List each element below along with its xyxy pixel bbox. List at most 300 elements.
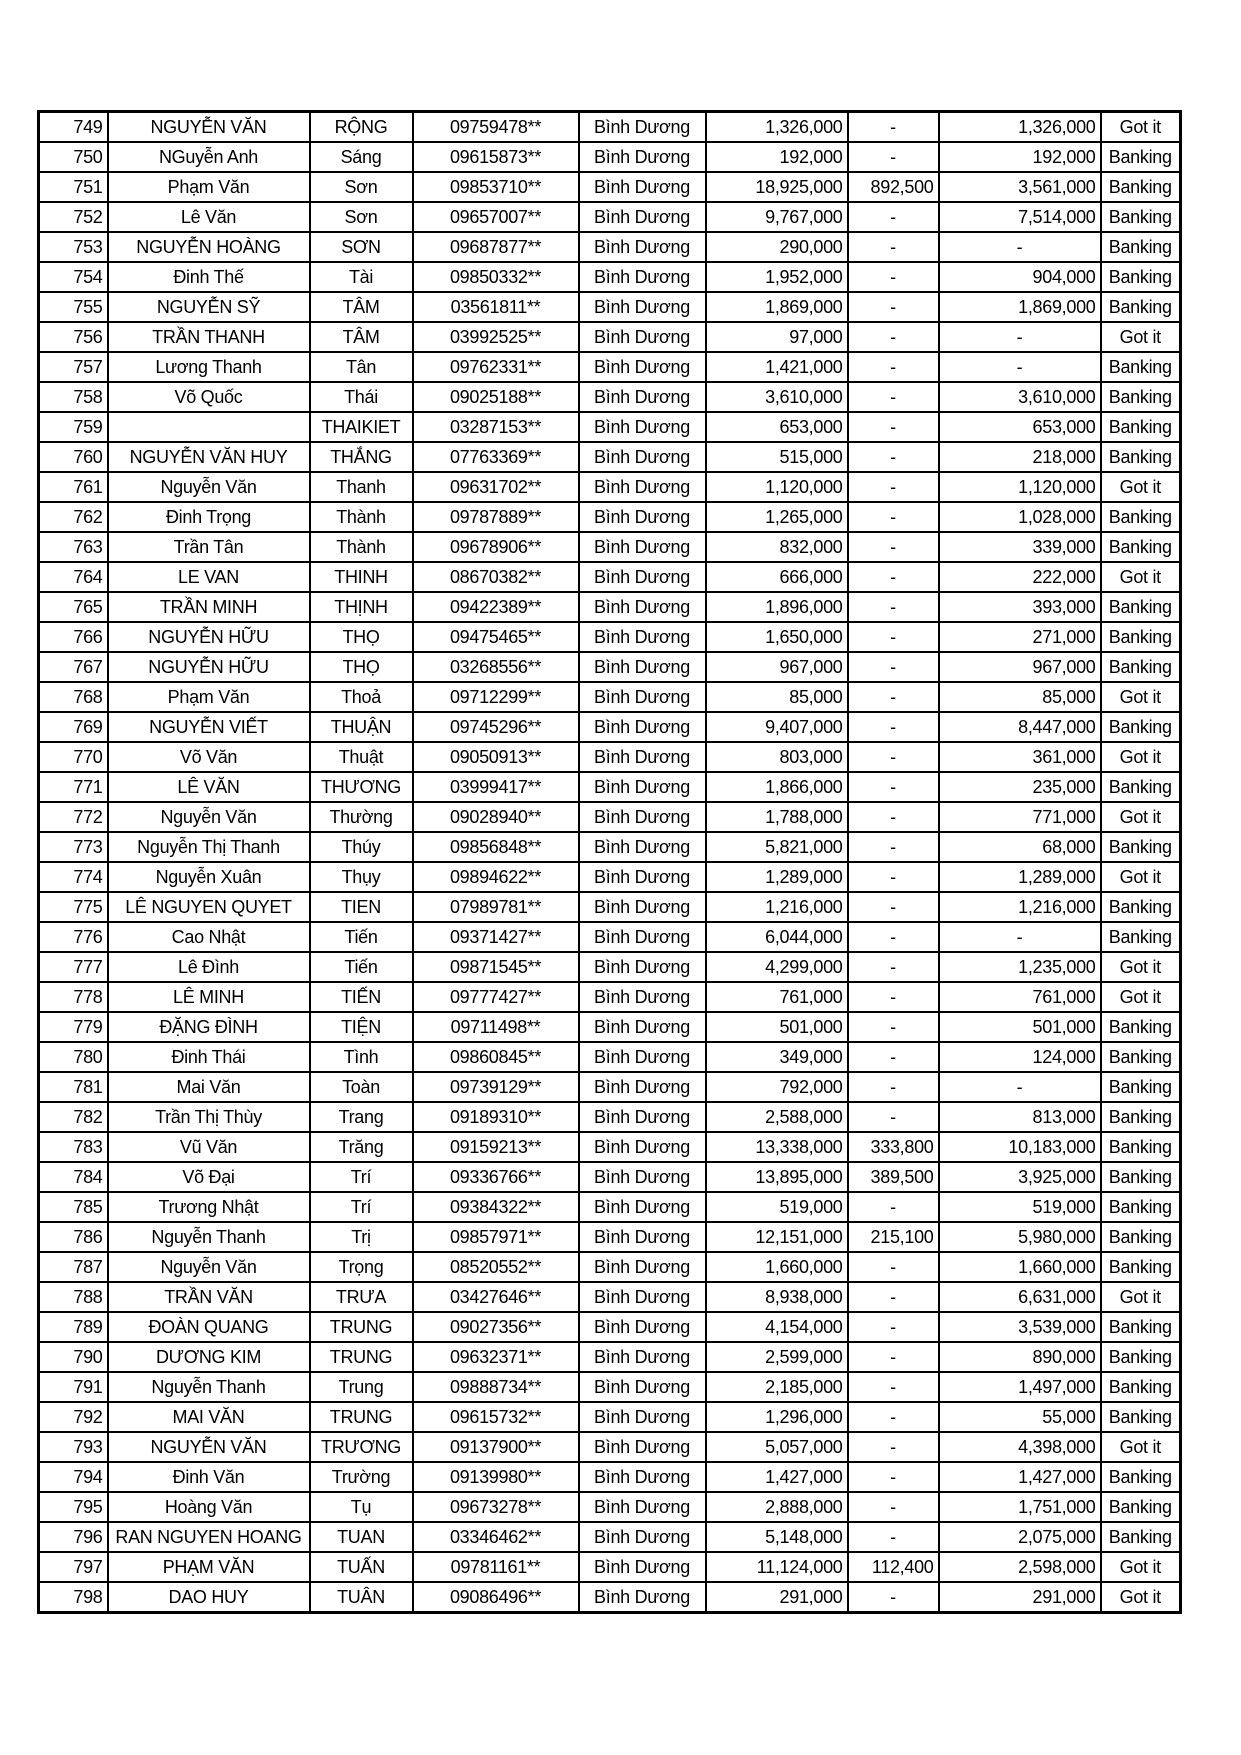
cell-first_name: NGUYỄN VĂN HUY bbox=[108, 442, 310, 472]
cell-last_name: THINH bbox=[310, 562, 413, 592]
cell-amount_fee: - bbox=[848, 382, 939, 412]
cell-status: Banking bbox=[1101, 592, 1181, 622]
cell-phone: 09137900** bbox=[413, 1432, 579, 1462]
cell-phone: 09086496** bbox=[413, 1582, 579, 1613]
cell-province: Bình Dương bbox=[579, 1372, 706, 1402]
cell-amount_net: 339,000 bbox=[939, 532, 1101, 562]
cell-amount_fee: - bbox=[848, 802, 939, 832]
table-row bbox=[39, 502, 1181, 532]
cell-amount_net: 813,000 bbox=[939, 1102, 1101, 1132]
cell-amount_net: 1,216,000 bbox=[939, 892, 1101, 922]
cell-last_name: Thái bbox=[310, 382, 413, 412]
cell-amount_fee: - bbox=[848, 1462, 939, 1492]
cell-phone: 09687877** bbox=[413, 232, 579, 262]
cell-last_name: TUẤN bbox=[310, 1552, 413, 1582]
cell-amount_net: 55,000 bbox=[939, 1402, 1101, 1432]
table-row bbox=[39, 352, 1181, 382]
cell-first_name: Cao Nhật bbox=[108, 922, 310, 952]
cell-province: Bình Dương bbox=[579, 472, 706, 502]
cell-amount_gross: 9,767,000 bbox=[706, 202, 848, 232]
cell-phone: 03268556** bbox=[413, 652, 579, 682]
cell-amount_gross: 2,599,000 bbox=[706, 1342, 848, 1372]
cell-province: Bình Dương bbox=[579, 1162, 706, 1192]
cell-amount_fee: - bbox=[848, 1402, 939, 1432]
cell-amount_net: 271,000 bbox=[939, 622, 1101, 652]
cell-no: 753 bbox=[39, 232, 108, 262]
table-row bbox=[39, 292, 1181, 322]
cell-province: Bình Dương bbox=[579, 592, 706, 622]
cell-amount_fee: - bbox=[848, 592, 939, 622]
cell-last_name: Tụ bbox=[310, 1492, 413, 1522]
cell-amount_fee: - bbox=[848, 142, 939, 172]
table-row bbox=[39, 232, 1181, 262]
cell-province: Bình Dương bbox=[579, 502, 706, 532]
cell-last_name: THỌ bbox=[310, 652, 413, 682]
cell-first_name: Trần Thị Thùy bbox=[108, 1102, 310, 1132]
cell-amount_gross: 501,000 bbox=[706, 1012, 848, 1042]
cell-first_name: TRẦN MINH bbox=[108, 592, 310, 622]
cell-amount_net: 1,497,000 bbox=[939, 1372, 1101, 1402]
cell-amount_fee: 215,100 bbox=[848, 1222, 939, 1252]
cell-amount_net: - bbox=[939, 922, 1101, 952]
cell-amount_net: 361,000 bbox=[939, 742, 1101, 772]
cell-amount_gross: 6,044,000 bbox=[706, 922, 848, 952]
table-row bbox=[39, 1162, 1181, 1192]
cell-province: Bình Dương bbox=[579, 1492, 706, 1522]
table-row bbox=[39, 652, 1181, 682]
cell-amount_net: 235,000 bbox=[939, 772, 1101, 802]
cell-last_name: TIẾN bbox=[310, 982, 413, 1012]
table-row bbox=[39, 1402, 1181, 1432]
cell-first_name: Nguyễn Xuân bbox=[108, 862, 310, 892]
cell-status: Got it bbox=[1101, 1582, 1181, 1613]
cell-amount_net: 1,028,000 bbox=[939, 502, 1101, 532]
cell-first_name: TRẦN VĂN bbox=[108, 1282, 310, 1312]
cell-amount_fee: - bbox=[848, 832, 939, 862]
cell-last_name: Trang bbox=[310, 1102, 413, 1132]
cell-province: Bình Dương bbox=[579, 682, 706, 712]
cell-first_name: Lê Đình bbox=[108, 952, 310, 982]
cell-last_name: Thụy bbox=[310, 862, 413, 892]
cell-first_name: Lương Thanh bbox=[108, 352, 310, 382]
cell-amount_net: 2,598,000 bbox=[939, 1552, 1101, 1582]
cell-first_name: Phạm Văn bbox=[108, 682, 310, 712]
cell-amount_gross: 4,299,000 bbox=[706, 952, 848, 982]
cell-last_name: Trị bbox=[310, 1222, 413, 1252]
cell-amount_net: - bbox=[939, 232, 1101, 262]
table-row bbox=[39, 1312, 1181, 1342]
cell-phone: 09050913** bbox=[413, 742, 579, 772]
cell-first_name: Đinh Trọng bbox=[108, 502, 310, 532]
cell-first_name: Trần Tân bbox=[108, 532, 310, 562]
cell-status: Banking bbox=[1101, 1372, 1181, 1402]
cell-amount_gross: 12,151,000 bbox=[706, 1222, 848, 1252]
cell-amount_net: 771,000 bbox=[939, 802, 1101, 832]
cell-phone: 09745296** bbox=[413, 712, 579, 742]
cell-province: Bình Dương bbox=[579, 1012, 706, 1042]
table-row bbox=[39, 442, 1181, 472]
cell-no: 771 bbox=[39, 772, 108, 802]
cell-status: Got it bbox=[1101, 952, 1181, 982]
cell-first_name: RAN NGUYEN HOANG bbox=[108, 1522, 310, 1552]
cell-province: Bình Dương bbox=[579, 412, 706, 442]
cell-no: 787 bbox=[39, 1252, 108, 1282]
cell-phone: 03992525** bbox=[413, 322, 579, 352]
cell-last_name: TIEN bbox=[310, 892, 413, 922]
cell-no: 794 bbox=[39, 1462, 108, 1492]
cell-status: Banking bbox=[1101, 772, 1181, 802]
cell-first_name: PHẠM VĂN bbox=[108, 1552, 310, 1582]
cell-status: Banking bbox=[1101, 412, 1181, 442]
cell-amount_net: 890,000 bbox=[939, 1342, 1101, 1372]
cell-amount_net: 5,980,000 bbox=[939, 1222, 1101, 1252]
cell-last_name: TIỆN bbox=[310, 1012, 413, 1042]
table-row bbox=[39, 562, 1181, 592]
cell-first_name: Phạm Văn bbox=[108, 172, 310, 202]
cell-province: Bình Dương bbox=[579, 652, 706, 682]
cell-no: 785 bbox=[39, 1192, 108, 1222]
cell-province: Bình Dương bbox=[579, 1552, 706, 1582]
table-row bbox=[39, 1282, 1181, 1312]
cell-status: Banking bbox=[1101, 1102, 1181, 1132]
cell-status: Banking bbox=[1101, 1252, 1181, 1282]
cell-status: Banking bbox=[1101, 292, 1181, 322]
cell-amount_net: 501,000 bbox=[939, 1012, 1101, 1042]
cell-first_name: Đinh Thế bbox=[108, 262, 310, 292]
cell-last_name: THAIKIET bbox=[310, 412, 413, 442]
cell-first_name: DƯƠNG KIM bbox=[108, 1342, 310, 1372]
cell-amount_net: 2,075,000 bbox=[939, 1522, 1101, 1552]
cell-phone: 03427646** bbox=[413, 1282, 579, 1312]
cell-province: Bình Dương bbox=[579, 262, 706, 292]
cell-province: Bình Dương bbox=[579, 1282, 706, 1312]
cell-province: Bình Dương bbox=[579, 1192, 706, 1222]
cell-amount_gross: 967,000 bbox=[706, 652, 848, 682]
cell-last_name: Trăng bbox=[310, 1132, 413, 1162]
cell-province: Bình Dương bbox=[579, 1432, 706, 1462]
cell-no: 754 bbox=[39, 262, 108, 292]
cell-province: Bình Dương bbox=[579, 1222, 706, 1252]
table-row bbox=[39, 1072, 1181, 1102]
cell-status: Banking bbox=[1101, 262, 1181, 292]
cell-phone: 09762331** bbox=[413, 352, 579, 382]
cell-last_name: TÂM bbox=[310, 292, 413, 322]
cell-amount_gross: 1,866,000 bbox=[706, 772, 848, 802]
table-row bbox=[39, 952, 1181, 982]
cell-province: Bình Dương bbox=[579, 1132, 706, 1162]
table-row bbox=[39, 922, 1181, 952]
cell-amount_fee: - bbox=[848, 1012, 939, 1042]
cell-no: 774 bbox=[39, 862, 108, 892]
cell-no: 765 bbox=[39, 592, 108, 622]
cell-no: 750 bbox=[39, 142, 108, 172]
cell-amount_gross: 11,124,000 bbox=[706, 1552, 848, 1582]
cell-province: Bình Dương bbox=[579, 862, 706, 892]
cell-amount_fee: - bbox=[848, 652, 939, 682]
cell-phone: 09860845** bbox=[413, 1042, 579, 1072]
cell-no: 764 bbox=[39, 562, 108, 592]
cell-first_name bbox=[108, 412, 310, 442]
cell-status: Banking bbox=[1101, 232, 1181, 262]
cell-last_name: THUẬN bbox=[310, 712, 413, 742]
cell-amount_gross: 97,000 bbox=[706, 322, 848, 352]
cell-no: 758 bbox=[39, 382, 108, 412]
cell-first_name: NGUYỄN HOÀNG bbox=[108, 232, 310, 262]
cell-no: 768 bbox=[39, 682, 108, 712]
cell-no: 793 bbox=[39, 1432, 108, 1462]
cell-phone: 09857971** bbox=[413, 1222, 579, 1252]
cell-amount_gross: 1,650,000 bbox=[706, 622, 848, 652]
cell-last_name: TÂM bbox=[310, 322, 413, 352]
cell-amount_gross: 803,000 bbox=[706, 742, 848, 772]
cell-status: Banking bbox=[1101, 502, 1181, 532]
cell-no: 763 bbox=[39, 532, 108, 562]
table-row bbox=[39, 1492, 1181, 1522]
table-row bbox=[39, 382, 1181, 412]
cell-amount_gross: 1,788,000 bbox=[706, 802, 848, 832]
cell-first_name: Trương Nhật bbox=[108, 1192, 310, 1222]
cell-status: Banking bbox=[1101, 652, 1181, 682]
cell-amount_gross: 2,888,000 bbox=[706, 1492, 848, 1522]
cell-amount_net: 8,447,000 bbox=[939, 712, 1101, 742]
cell-province: Bình Dương bbox=[579, 322, 706, 352]
cell-province: Bình Dương bbox=[579, 1072, 706, 1102]
cell-last_name: TRƯA bbox=[310, 1282, 413, 1312]
cell-amount_fee: 112,400 bbox=[848, 1552, 939, 1582]
cell-status: Got it bbox=[1101, 1552, 1181, 1582]
cell-province: Bình Dương bbox=[579, 382, 706, 412]
cell-first_name: Đinh Văn bbox=[108, 1462, 310, 1492]
cell-amount_gross: 13,338,000 bbox=[706, 1132, 848, 1162]
cell-phone: 09028940** bbox=[413, 802, 579, 832]
cell-province: Bình Dương bbox=[579, 1582, 706, 1613]
cell-no: 789 bbox=[39, 1312, 108, 1342]
cell-no: 782 bbox=[39, 1102, 108, 1132]
cell-province: Bình Dương bbox=[579, 892, 706, 922]
table-row bbox=[39, 802, 1181, 832]
cell-amount_net: 222,000 bbox=[939, 562, 1101, 592]
cell-province: Bình Dương bbox=[579, 1312, 706, 1342]
cell-amount_net: 124,000 bbox=[939, 1042, 1101, 1072]
cell-amount_fee: - bbox=[848, 502, 939, 532]
cell-amount_fee: - bbox=[848, 1312, 939, 1342]
cell-no: 773 bbox=[39, 832, 108, 862]
cell-province: Bình Dương bbox=[579, 352, 706, 382]
cell-last_name: SƠN bbox=[310, 232, 413, 262]
cell-phone: 09632371** bbox=[413, 1342, 579, 1372]
table-row bbox=[39, 832, 1181, 862]
cell-amount_gross: 1,421,000 bbox=[706, 352, 848, 382]
cell-phone: 09777427** bbox=[413, 982, 579, 1012]
cell-amount_gross: 2,185,000 bbox=[706, 1372, 848, 1402]
cell-amount_gross: 792,000 bbox=[706, 1072, 848, 1102]
cell-last_name: TRƯƠNG bbox=[310, 1432, 413, 1462]
table-body bbox=[39, 112, 1181, 1613]
cell-no: 762 bbox=[39, 502, 108, 532]
cell-province: Bình Dương bbox=[579, 952, 706, 982]
cell-last_name: RỘNG bbox=[310, 112, 413, 143]
cell-status: Got it bbox=[1101, 802, 1181, 832]
cell-phone: 09888734** bbox=[413, 1372, 579, 1402]
cell-amount_fee: - bbox=[848, 202, 939, 232]
table-row bbox=[39, 1522, 1181, 1552]
cell-no: 756 bbox=[39, 322, 108, 352]
cell-no: 795 bbox=[39, 1492, 108, 1522]
cell-province: Bình Dương bbox=[579, 712, 706, 742]
cell-no: 796 bbox=[39, 1522, 108, 1552]
cell-amount_net: 904,000 bbox=[939, 262, 1101, 292]
cell-first_name: NGuyễn Anh bbox=[108, 142, 310, 172]
table-row bbox=[39, 1252, 1181, 1282]
cell-status: Got it bbox=[1101, 1282, 1181, 1312]
cell-last_name: Sơn bbox=[310, 172, 413, 202]
table-row bbox=[39, 412, 1181, 442]
cell-status: Got it bbox=[1101, 682, 1181, 712]
table-row bbox=[39, 1042, 1181, 1072]
cell-status: Banking bbox=[1101, 202, 1181, 232]
cell-province: Bình Dương bbox=[579, 442, 706, 472]
cell-amount_fee: - bbox=[848, 892, 939, 922]
cell-status: Banking bbox=[1101, 1162, 1181, 1192]
cell-phone: 09739129** bbox=[413, 1072, 579, 1102]
cell-province: Bình Dương bbox=[579, 142, 706, 172]
cell-no: 770 bbox=[39, 742, 108, 772]
cell-last_name: TUAN bbox=[310, 1522, 413, 1552]
cell-last_name: Tiến bbox=[310, 922, 413, 952]
cell-last_name: Tân bbox=[310, 352, 413, 382]
cell-no: 755 bbox=[39, 292, 108, 322]
table-row bbox=[39, 1132, 1181, 1162]
cell-amount_fee: - bbox=[848, 862, 939, 892]
cell-amount_net: 1,660,000 bbox=[939, 1252, 1101, 1282]
cell-first_name: Vũ Văn bbox=[108, 1132, 310, 1162]
cell-province: Bình Dương bbox=[579, 802, 706, 832]
table-row bbox=[39, 1222, 1181, 1252]
cell-phone: 09615732** bbox=[413, 1402, 579, 1432]
cell-phone: 08670382** bbox=[413, 562, 579, 592]
table-row bbox=[39, 742, 1181, 772]
cell-amount_fee: 389,500 bbox=[848, 1162, 939, 1192]
cell-amount_gross: 9,407,000 bbox=[706, 712, 848, 742]
cell-phone: 08520552** bbox=[413, 1252, 579, 1282]
cell-amount_net: 3,539,000 bbox=[939, 1312, 1101, 1342]
cell-amount_gross: 3,610,000 bbox=[706, 382, 848, 412]
cell-phone: 09631702** bbox=[413, 472, 579, 502]
cell-status: Got it bbox=[1101, 562, 1181, 592]
cell-province: Bình Dương bbox=[579, 1402, 706, 1432]
cell-status: Got it bbox=[1101, 1432, 1181, 1462]
cell-amount_gross: 192,000 bbox=[706, 142, 848, 172]
cell-last_name: THƯƠNG bbox=[310, 772, 413, 802]
cell-status: Got it bbox=[1101, 982, 1181, 1012]
cell-first_name: NGUYỄN VIẾT bbox=[108, 712, 310, 742]
cell-last_name: THỌ bbox=[310, 622, 413, 652]
cell-phone: 07989781** bbox=[413, 892, 579, 922]
cell-no: 776 bbox=[39, 922, 108, 952]
cell-province: Bình Dương bbox=[579, 172, 706, 202]
cell-last_name: Tình bbox=[310, 1042, 413, 1072]
cell-last_name: TRUNG bbox=[310, 1342, 413, 1372]
cell-amount_fee: - bbox=[848, 1252, 939, 1282]
cell-amount_net: 967,000 bbox=[939, 652, 1101, 682]
cell-phone: 09159213** bbox=[413, 1132, 579, 1162]
cell-no: 788 bbox=[39, 1282, 108, 1312]
cell-amount_net: 1,751,000 bbox=[939, 1492, 1101, 1522]
cell-amount_fee: - bbox=[848, 772, 939, 802]
cell-amount_fee: - bbox=[848, 562, 939, 592]
cell-amount_fee: - bbox=[848, 352, 939, 382]
cell-last_name: Tài bbox=[310, 262, 413, 292]
cell-first_name: LE VAN bbox=[108, 562, 310, 592]
cell-no: 749 bbox=[39, 112, 108, 143]
cell-phone: 09615873** bbox=[413, 142, 579, 172]
cell-amount_gross: 1,289,000 bbox=[706, 862, 848, 892]
cell-status: Banking bbox=[1101, 532, 1181, 562]
cell-amount_net: 3,925,000 bbox=[939, 1162, 1101, 1192]
cell-last_name: Thuật bbox=[310, 742, 413, 772]
cell-amount_net: 10,183,000 bbox=[939, 1132, 1101, 1162]
cell-no: 769 bbox=[39, 712, 108, 742]
cell-amount_gross: 5,821,000 bbox=[706, 832, 848, 862]
cell-status: Banking bbox=[1101, 1012, 1181, 1042]
cell-amount_fee: - bbox=[848, 262, 939, 292]
cell-amount_net: 1,235,000 bbox=[939, 952, 1101, 982]
cell-amount_net: 85,000 bbox=[939, 682, 1101, 712]
cell-phone: 09678906** bbox=[413, 532, 579, 562]
cell-status: Banking bbox=[1101, 1042, 1181, 1072]
cell-amount_gross: 85,000 bbox=[706, 682, 848, 712]
table-row bbox=[39, 532, 1181, 562]
cell-amount_gross: 290,000 bbox=[706, 232, 848, 262]
cell-last_name: Trường bbox=[310, 1462, 413, 1492]
cell-amount_net: 192,000 bbox=[939, 142, 1101, 172]
cell-status: Banking bbox=[1101, 1402, 1181, 1432]
cell-amount_net: 1,120,000 bbox=[939, 472, 1101, 502]
cell-no: 779 bbox=[39, 1012, 108, 1042]
cell-last_name: Sáng bbox=[310, 142, 413, 172]
table-row bbox=[39, 592, 1181, 622]
cell-no: 759 bbox=[39, 412, 108, 442]
cell-no: 780 bbox=[39, 1042, 108, 1072]
payment-list-table bbox=[37, 110, 1182, 1614]
cell-phone: 09189310** bbox=[413, 1102, 579, 1132]
cell-amount_gross: 653,000 bbox=[706, 412, 848, 442]
cell-status: Banking bbox=[1101, 712, 1181, 742]
cell-no: 781 bbox=[39, 1072, 108, 1102]
cell-no: 798 bbox=[39, 1582, 108, 1613]
table-row bbox=[39, 1462, 1181, 1492]
cell-status: Got it bbox=[1101, 112, 1181, 143]
cell-no: 783 bbox=[39, 1132, 108, 1162]
cell-province: Bình Dương bbox=[579, 982, 706, 1012]
table-row bbox=[39, 472, 1181, 502]
cell-first_name: NGUYỄN HỮU bbox=[108, 652, 310, 682]
cell-amount_net: 68,000 bbox=[939, 832, 1101, 862]
cell-amount_gross: 5,057,000 bbox=[706, 1432, 848, 1462]
cell-amount_fee: - bbox=[848, 442, 939, 472]
cell-phone: 03999417** bbox=[413, 772, 579, 802]
cell-last_name: Trí bbox=[310, 1192, 413, 1222]
cell-first_name: NGUYỄN SỸ bbox=[108, 292, 310, 322]
cell-phone: 03287153** bbox=[413, 412, 579, 442]
cell-no: 767 bbox=[39, 652, 108, 682]
cell-amount_gross: 13,895,000 bbox=[706, 1162, 848, 1192]
cell-amount_gross: 291,000 bbox=[706, 1582, 848, 1613]
cell-last_name: Tiến bbox=[310, 952, 413, 982]
cell-phone: 07763369** bbox=[413, 442, 579, 472]
cell-last_name: Toàn bbox=[310, 1072, 413, 1102]
cell-amount_net: 4,398,000 bbox=[939, 1432, 1101, 1462]
